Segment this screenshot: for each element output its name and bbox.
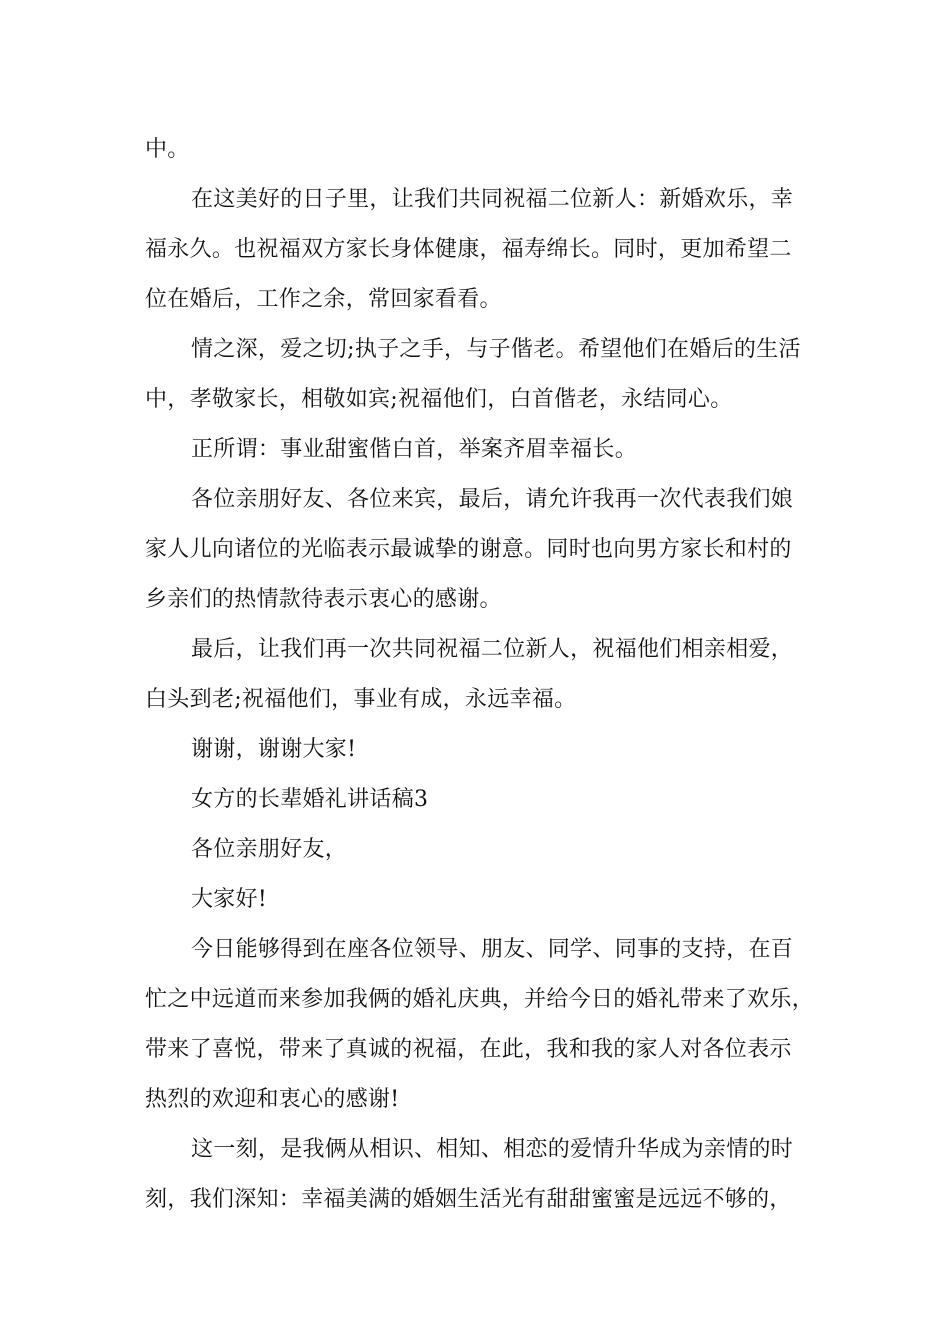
text-line: 刻，我们深知：幸福美满的婚姻生活光有甜甜蜜蜜是远远不够的， [145,1187,792,1212]
text-line: 中，孝敬家长，相敬如宾;祝福他们，白首偕老，永结同心。 [145,387,733,412]
section-title: 女方的长辈婚礼讲话稿3 [191,787,429,812]
document-page [145,128,815,1228]
text-line: 在这美好的日子里，让我们共同祝福二位新人：新婚欢乐，幸 [191,187,794,212]
text-line: 位在婚后，工作之余，常回家看看。 [145,287,502,312]
text-line: 乡亲们的热情款待表示衷心的感谢。 [145,587,502,612]
text-line: 各位亲朋好友、各位来宾，最后，请允许我再一次代表我们娘 [191,487,794,512]
text-line: 中。 [145,137,190,162]
text-line: 今日能够得到在座各位领导、朋友、同学、同事的支持，在百 [191,937,794,962]
text-line: 家人儿向诸位的光临表示最诚挚的谢意。同时也向男方家长和村的 [145,537,792,562]
text-line: 各位亲朋好友， [191,837,348,862]
text-line: 这一刻，是我俩从相识、相知、相恋的爱情升华成为亲情的时 [191,1137,794,1162]
text-line: 带来了喜悦，带来了真诚的祝福，在此，我和我的家人对各位表示 [145,1037,792,1062]
text-line: 情之深，爱之切;执子之手，与子偕老。希望他们在婚后的生活 [191,337,801,362]
text-line: 最后，让我们再一次共同祝福二位新人，祝福他们相亲相爱， [191,637,794,662]
text-line: 福永久。也祝福双方家长身体健康，福寿绵长。同时，更加希望二 [145,237,792,262]
text-line: 大家好! [191,887,268,912]
text-line: 忙之中远道而来参加我俩的婚礼庆典，并给今日的婚礼带来了欢乐， [145,987,815,1012]
text-line: 正所谓：事业甜蜜偕白首，举案齐眉幸福长。 [191,437,638,462]
text-line: 谢谢，谢谢大家! [191,737,357,762]
text-line: 热烈的欢迎和衷心的感谢! [145,1087,400,1112]
text-line: 白头到老;祝福他们，事业有成，永远幸福。 [145,687,577,712]
